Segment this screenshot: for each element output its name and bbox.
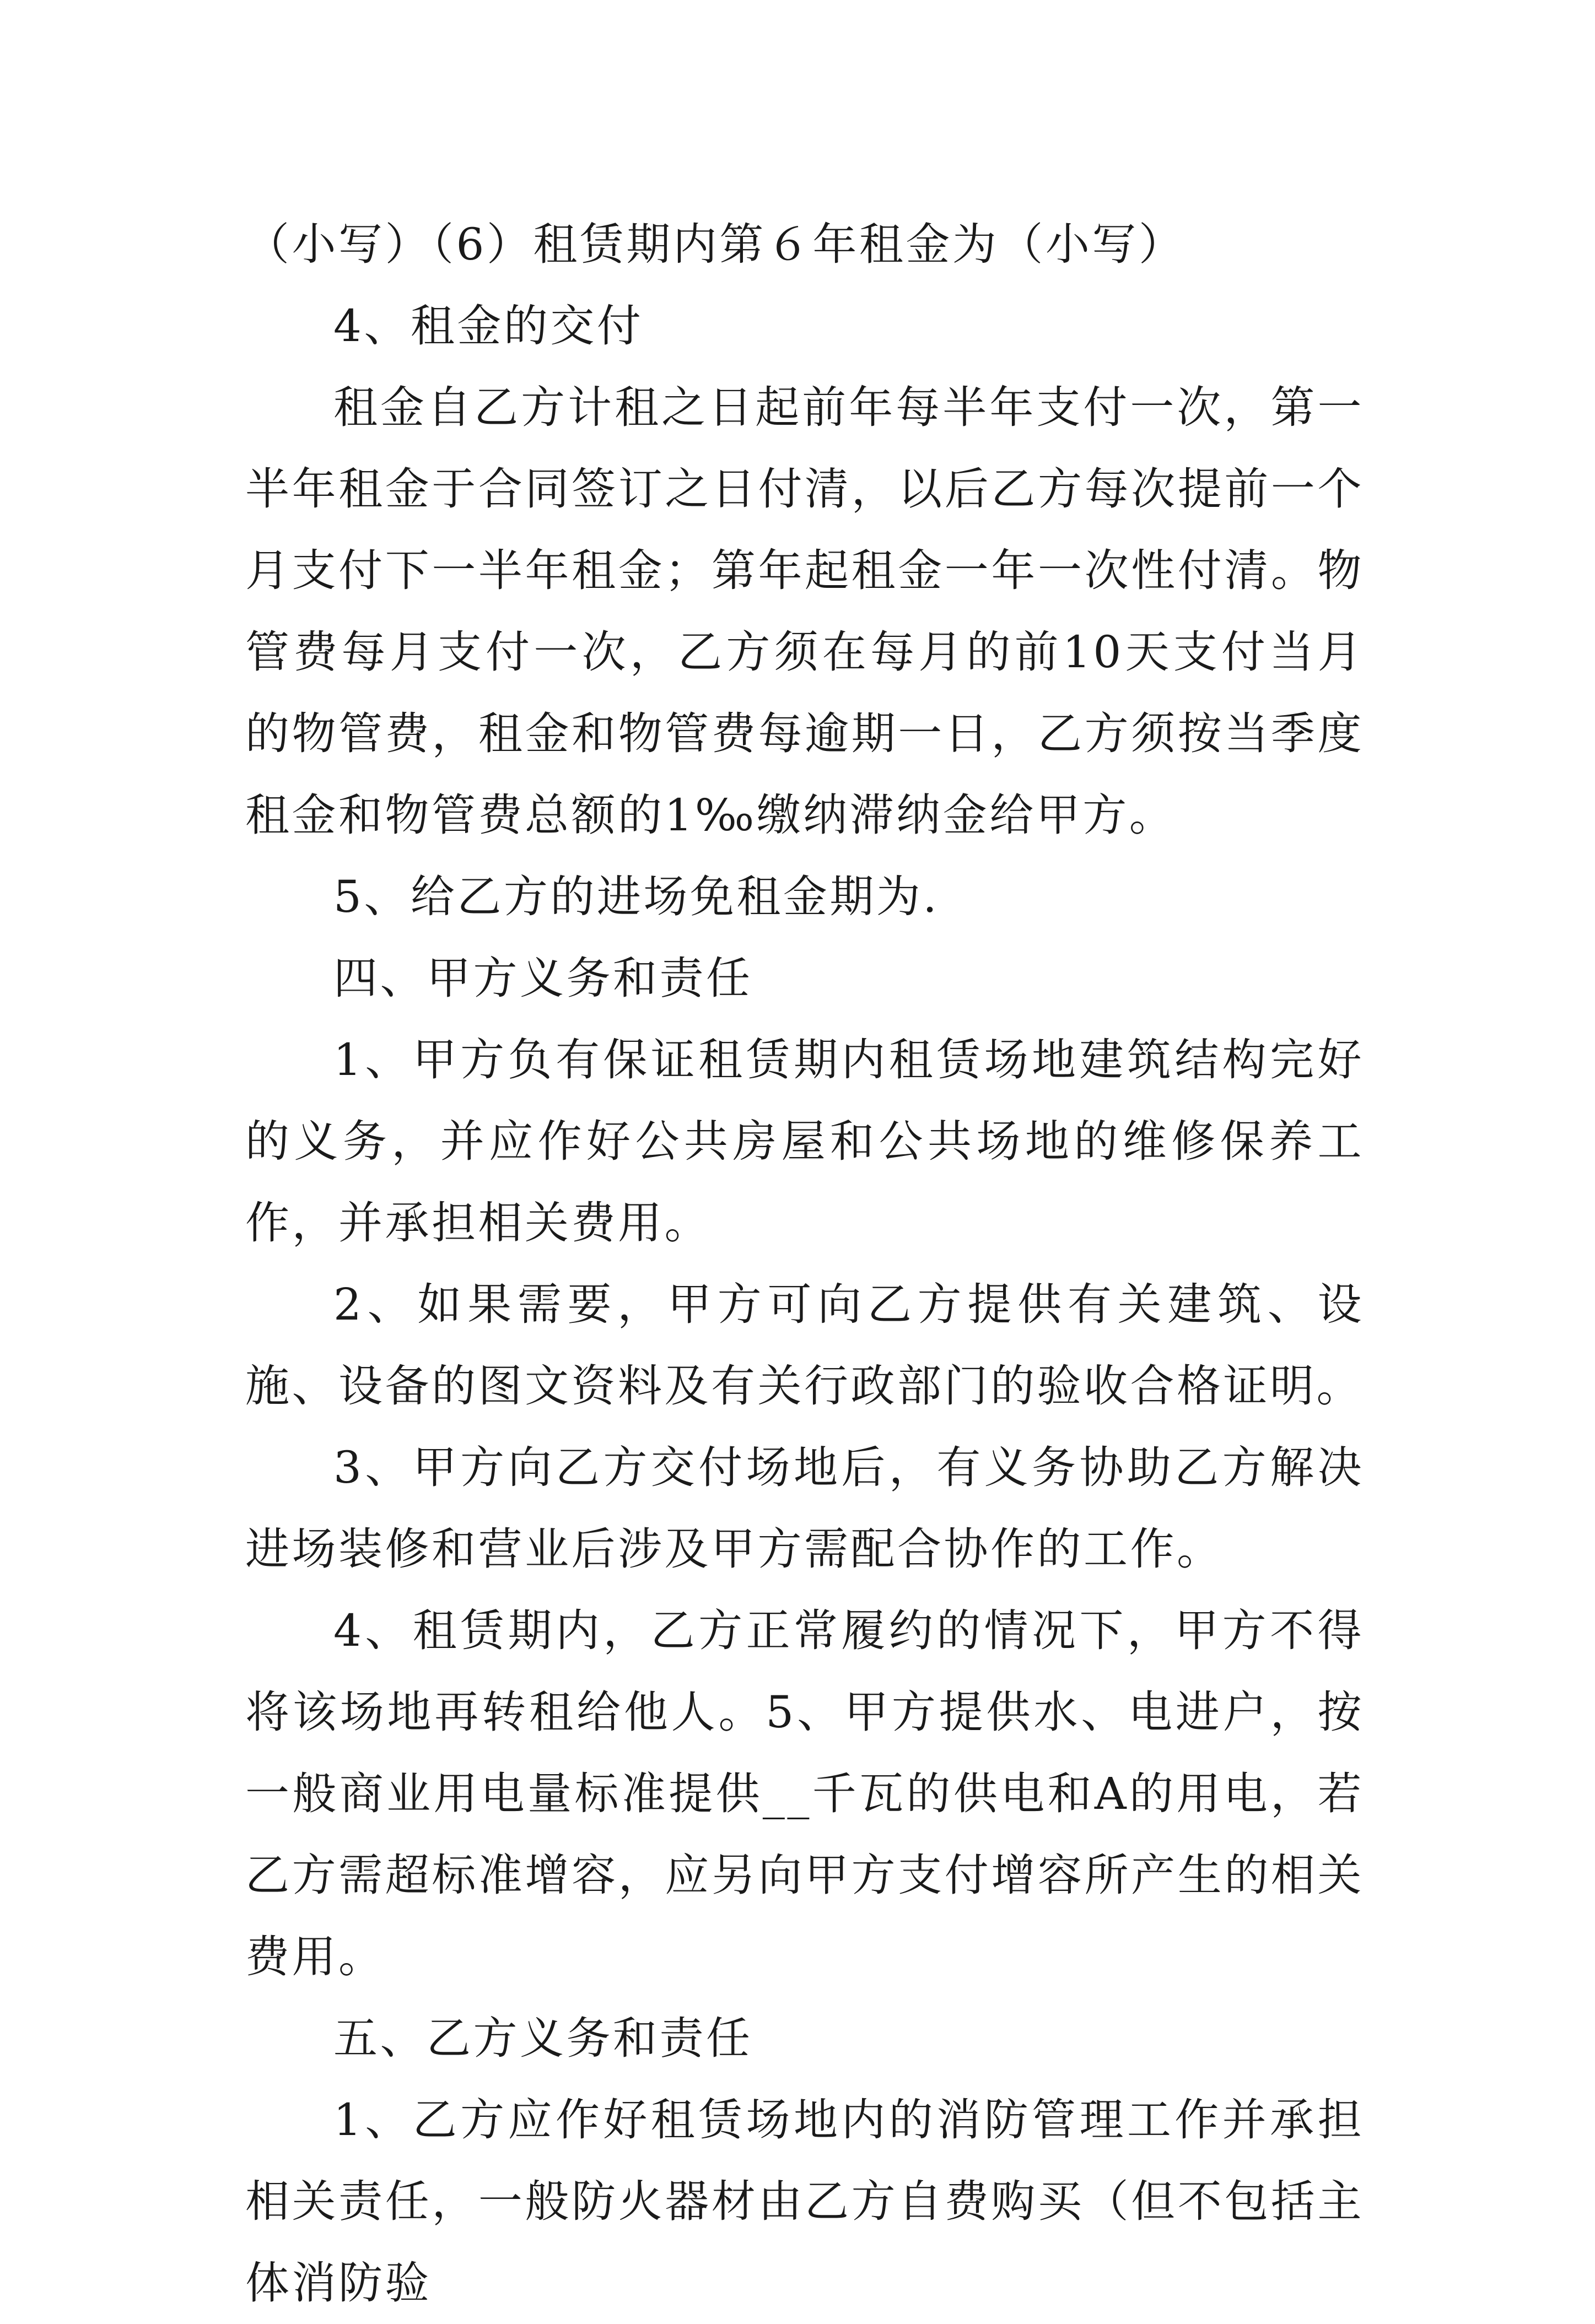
paragraph-party-a-item-4-5: 4、租赁期内，乙方正常履约的情况下，甲方不得将该场地再转租给他人。5、甲方提供水、电进户，按一般商业用电量标准提供__千瓦的供电和A的用电，若乙方需超标准增容，应另向甲方支付增容所产生的相关费用。 (245, 1605, 1364, 1982)
paragraph-party-a-item-1: 1、甲方负有保证租赁期内租赁场地建筑结构完好的义务，并应作好公共房屋和公共场地的维修保养工作，并承担相关费用。 (245, 1034, 1364, 1249)
paragraph-party-a-item-2: 2、如果需要，甲方可向乙方提供有关建筑、设施、设备的图文资料及有关行政部门的验收合格证明。 (245, 1279, 1364, 1412)
paragraph-party-b-item-1: 1、乙方应作好租赁场地内的消防管理工作并承担相关责任，一般防火器材由乙方自费购买（但不包括主体消防验 (245, 2094, 1364, 2309)
paragraph-continuation: （小写）（6）租赁期内第６年租金为（小写） (245, 219, 1186, 270)
paragraph-rent-free-period: 5、给乙方的进场免租金期为. (333, 871, 940, 922)
paragraph-party-a-item-3: 3、甲方向乙方交付场地后，有义务协助乙方解决进场装修和营业后涉及甲方需配合协作的工作。 (245, 1442, 1364, 1575)
document-body (245, 204, 1364, 2324)
paragraph-rent-payment-terms: 租金自乙方计租之日起前年每半年支付一次，第一半年租金于合同签订之日付清，以后乙方每次提前一个月支付下一半年租金；第年起租金一年一次性付清。物管费每月支付一次，乙方须在每月的前10天支付当月的物管费，租金和物管费每逾期一日，乙方须按当季度租金和物管费总额的1‰缴纳滞纳金给甲方。 (245, 382, 1364, 841)
section-heading-party-a-obligations: 四、甲方义务和责任 (333, 953, 753, 1004)
section-heading-rent-payment: 4、租金的交付 (333, 300, 644, 352)
section-heading-party-b-obligations: 五、乙方义务和责任 (333, 2013, 753, 2064)
